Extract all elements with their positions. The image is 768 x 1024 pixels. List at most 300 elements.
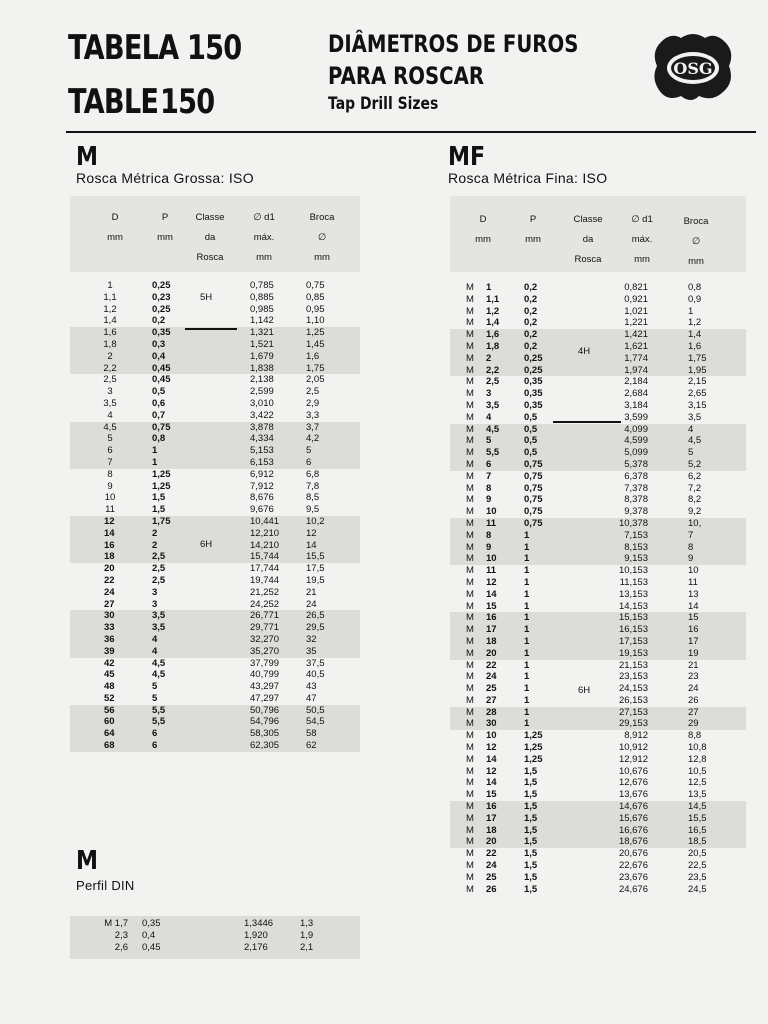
cell-m-prefix: M (466, 789, 474, 801)
cell-p: 1 (524, 671, 530, 683)
cell-broca: 27 (688, 706, 699, 718)
cell-d: 68 (104, 740, 115, 752)
table-row (70, 728, 360, 740)
table-row (450, 884, 746, 896)
cell-p: 0,3 (152, 338, 166, 350)
cell-p: 1 (524, 694, 530, 706)
cell-p: 6 (152, 728, 158, 740)
cell-broca: 1,6 (306, 350, 320, 362)
cell-d: 5 (107, 433, 113, 445)
cell-d: 2 (107, 350, 113, 362)
cell-d: 20 (104, 563, 115, 575)
cell-p: 1,75 (152, 515, 171, 527)
cell-m-prefix: M (466, 848, 474, 860)
cell-p: 1,5 (152, 504, 166, 516)
cell-d: 64 (104, 728, 115, 740)
cell-broca: 15,5 (688, 812, 707, 824)
table-row (450, 754, 746, 766)
cell-d1: 32,270 (250, 633, 280, 645)
cell-m-prefix: M (466, 364, 474, 376)
cell-d1: 15,153 (618, 612, 648, 624)
cell-p: 1,5 (524, 812, 538, 824)
cell-p: 0,35 (152, 327, 171, 339)
table-row (450, 801, 746, 813)
cell-m-prefix: M (466, 506, 474, 518)
cell-p: 0,45 (152, 362, 171, 374)
cell-broca: 1 (688, 305, 694, 317)
cell-broca: 2,05 (306, 374, 325, 386)
cell-broca: 26 (688, 694, 699, 706)
cell-d1: 23,153 (618, 671, 648, 683)
cell-p: 4 (152, 645, 158, 657)
table-row (70, 622, 360, 634)
table-row (450, 813, 746, 825)
cell-d1: 10,153 (618, 565, 648, 577)
cell-p: 1,5 (524, 860, 538, 872)
table-row (450, 825, 746, 837)
cell-d: 30 (104, 610, 115, 622)
cell-d: 27 (104, 598, 115, 610)
cell-d: 9 (486, 494, 492, 506)
cell-d: 14 (486, 588, 497, 600)
cell-broca: 11 (688, 576, 698, 588)
cell-d: 12 (486, 742, 497, 754)
title-english: Tap Drill Sizes (328, 94, 439, 114)
cell-p: 3 (152, 586, 158, 598)
cell-m-prefix: M (466, 494, 474, 506)
cell-m-prefix: M (466, 694, 474, 706)
table-row (450, 601, 746, 613)
cell-d1: 0,821 (624, 282, 648, 293)
table-row (70, 563, 360, 575)
cell-broca: 17,5 (306, 563, 325, 575)
cell-broca: 4,5 (688, 435, 702, 447)
cell-m-prefix: M (466, 553, 474, 565)
table-row (450, 589, 746, 601)
cell-broca: 50,5 (306, 704, 325, 716)
cell-p: 6 (152, 740, 158, 752)
cell-p: 1,5 (524, 836, 538, 848)
cell-d1: 1,774 (624, 352, 648, 364)
cell-d: 16 (486, 801, 497, 813)
cell-d: 52 (104, 692, 115, 704)
cell-d: 9 (486, 541, 492, 553)
table-row (450, 695, 746, 707)
cell-p: 0,25 (152, 280, 171, 291)
cell-d1: 12,912 (618, 753, 648, 765)
cell-d: 33 (104, 622, 115, 634)
table-row (450, 777, 746, 789)
table-row (450, 353, 746, 365)
table-row (70, 398, 360, 410)
cell-m-prefix: M (466, 824, 474, 836)
table-row (70, 492, 360, 504)
cell-d: 1,8 (486, 340, 500, 352)
cell-broca: 40,5 (306, 669, 325, 681)
mf-col-d: D mm (475, 214, 491, 245)
cell-p: 0,2 (524, 340, 538, 352)
cell-d: 2,5 (103, 374, 117, 386)
table-row (70, 363, 360, 375)
table-row (70, 528, 360, 540)
cell-d: 11 (486, 565, 497, 577)
m-class-5h: 5H (200, 292, 213, 303)
cell-d1: 12,676 (618, 777, 648, 789)
cell-m-prefix: M (466, 411, 474, 423)
cell-broca: 10,5 (688, 765, 707, 777)
table-row (450, 447, 746, 459)
table-row (70, 681, 360, 693)
cell-d: 20 (486, 836, 497, 848)
cell-m-prefix: M (466, 624, 474, 636)
cell-p: 2,5 (152, 551, 166, 563)
table-row (450, 789, 746, 801)
cell-p: 1,25 (524, 730, 543, 742)
cell-d: 1,6 (486, 329, 500, 341)
cell-d: 6 (107, 445, 113, 457)
cell-d1: 16,153 (618, 624, 648, 636)
cell-m-prefix: M (466, 836, 474, 848)
cell-broca: 1,75 (306, 362, 325, 374)
cell-p: 1 (524, 588, 530, 600)
cell-broca: 10, (688, 517, 702, 529)
cell-broca: 21 (306, 586, 317, 598)
cell-d1: 1,838 (250, 362, 274, 374)
cell-broca: 15 (688, 612, 699, 624)
table-row (70, 918, 360, 930)
cell-d: 1 (486, 282, 492, 293)
table-row (70, 304, 360, 316)
table-row (70, 469, 360, 481)
cell-d1: 3,184 (624, 399, 648, 411)
cell-m-prefix: M (466, 801, 474, 813)
cell-broca: 62 (306, 740, 317, 752)
cell-broca: 54,5 (306, 716, 325, 728)
cell-d: 25 (486, 683, 497, 695)
table-row (70, 433, 360, 445)
cell-m-prefix: M (466, 447, 474, 459)
cell-d1: 3,010 (250, 397, 274, 409)
mf-col-p: P mm (525, 214, 541, 245)
cell-d1: 9,153 (624, 553, 648, 565)
table-row (70, 292, 360, 304)
cell-p: 0,5 (152, 386, 166, 398)
cell-broca: 8 (688, 541, 694, 553)
cell-d: 5 (486, 435, 492, 447)
cell-broca: 3,3 (306, 409, 320, 421)
m-col-classe: Classe da Rosca (195, 212, 225, 263)
cell-broca: 10,2 (306, 515, 325, 527)
cell-broca: 19,5 (306, 574, 325, 586)
cell-d: 3 (107, 386, 113, 398)
table-row (70, 610, 360, 622)
cell-d: 24 (486, 860, 497, 872)
cell-d1: 21,252 (250, 586, 280, 598)
table-row (70, 481, 360, 493)
svg-text:OSG: OSG (673, 59, 713, 78)
cell-p: 0,75 (524, 517, 543, 529)
header-rule (66, 131, 756, 133)
cell-d: 18 (104, 551, 115, 563)
cell-broca: 1,10 (306, 315, 325, 327)
cell-m-prefix: M (466, 647, 474, 659)
cell-d1: 8,676 (250, 492, 274, 504)
cell-d1: 13,153 (618, 588, 648, 600)
cell-d: 1,2 (486, 305, 500, 317)
cell-m-prefix: M (466, 612, 474, 624)
cell-broca: 12,5 (688, 777, 707, 789)
cell-m-prefix: M (466, 541, 474, 553)
cell-p: 1,25 (152, 480, 171, 492)
cell-d1: 1,621 (624, 340, 648, 352)
cell-broca: 16 (688, 624, 699, 636)
cell-p: 0,25 (524, 352, 543, 364)
table-row (450, 683, 746, 695)
cell-d: 1,4 (486, 317, 500, 329)
cell-m-prefix: M (466, 482, 474, 494)
cell-broca: 37,5 (306, 657, 325, 669)
cell-d1: 23,676 (618, 871, 648, 883)
table-row (70, 716, 360, 728)
cell-d: 30 (486, 718, 497, 730)
cell-p: 0,2 (524, 282, 538, 293)
cell-broca: 26,5 (306, 610, 325, 622)
cell-broca: 23 (688, 671, 699, 683)
cell-d1: 17,744 (250, 563, 280, 575)
cell-p: 0,75 (524, 482, 543, 494)
cell-d: 5,5 (486, 447, 500, 459)
cell-d1: 6,378 (624, 470, 648, 482)
cell-m-prefix: M (466, 317, 474, 329)
cell-p: 1 (524, 683, 530, 695)
title-line-1: DIÂMETROS DE FUROS (328, 30, 579, 58)
cell-broca: 9,5 (306, 504, 320, 516)
table-row (450, 494, 746, 506)
cell-broca: 12 (306, 527, 317, 539)
cell-m-prefix: M (466, 576, 474, 588)
cell-d1: 14,676 (618, 801, 648, 813)
cell-d: 15 (486, 789, 497, 801)
table-row (70, 930, 360, 942)
cell-d: 39 (104, 645, 115, 657)
cell-d1: 10,441 (250, 515, 280, 527)
cell-d1: 24,252 (250, 598, 280, 610)
table-row (70, 693, 360, 705)
cell-p: 0,5 (524, 447, 538, 459)
cell-broca: 5,2 (688, 458, 702, 470)
table-row (70, 410, 360, 422)
cell-d1: 5,153 (250, 445, 274, 457)
cell-broca: 1,95 (688, 364, 707, 376)
cell-p: 5 (152, 681, 158, 693)
table-row (450, 424, 746, 436)
cell-m-prefix: M (466, 753, 474, 765)
cell-p: 1,5 (152, 492, 166, 504)
cell-d: 10 (486, 506, 497, 518)
cell-d1: 15,744 (250, 551, 280, 563)
cell-d: 48 (104, 681, 115, 693)
cell-d1: 11,153 (619, 576, 648, 588)
cell-d1: 2,684 (624, 388, 648, 400)
m-table-header (70, 196, 360, 272)
m-col-broca: Broca ∅ mm (309, 212, 335, 263)
table-row (450, 577, 746, 589)
cell-p: 0,75 (524, 470, 543, 482)
m-col-d1: ∅ d1 máx. mm (253, 212, 275, 263)
din-table-body (70, 916, 360, 959)
cell-p: 1,5 (524, 801, 538, 813)
cell-d: 4 (107, 409, 113, 421)
cell-d1: 5,099 (624, 447, 648, 459)
cell-p: 0,6 (152, 397, 166, 409)
cell-d: 2 (486, 352, 492, 364)
cell-d1: 6,153 (250, 456, 274, 468)
table-row (450, 471, 746, 483)
din-section-subtitle: Perfil DIN (76, 878, 135, 893)
cell-m-prefix: M (466, 671, 474, 683)
cell-broca: 0,95 (306, 303, 325, 315)
cell-broca: 18,5 (688, 836, 707, 848)
cell-d1: 19,744 (250, 574, 280, 586)
cell-d: 2,3 (114, 929, 128, 941)
cell-p: 4,5 (152, 657, 166, 669)
cell-broca: 9 (688, 553, 694, 565)
cell-d1: 29,771 (250, 622, 280, 634)
cell-d: 12 (104, 515, 115, 527)
table-row (450, 565, 746, 577)
cell-broca: 1,75 (688, 352, 707, 364)
cell-broca: 24 (306, 598, 317, 610)
cell-d: 8 (486, 529, 492, 541)
cell-p: 2,5 (152, 563, 166, 575)
cell-d: 4 (486, 411, 492, 423)
table-row (450, 329, 746, 341)
table-row (450, 766, 746, 778)
cell-broca: 29,5 (306, 622, 325, 634)
cell-d1: 4,334 (250, 433, 274, 445)
cell-p: 0,5 (524, 435, 538, 447)
mf-section-subtitle: Rosca Métrica Fina: ISO (448, 170, 608, 186)
table-row (450, 294, 746, 306)
cell-d: 6 (486, 458, 492, 470)
cell-m-prefix: M (466, 435, 474, 447)
cell-broca: 8,5 (306, 492, 320, 504)
cell-d: 16 (104, 539, 115, 551)
mf-table-header (450, 196, 746, 272)
cell-d1: 3,599 (624, 411, 648, 423)
cell-d: 27 (486, 694, 497, 706)
cell-d1: 0,785 (250, 280, 274, 291)
cell-m-prefix: M (466, 706, 474, 718)
cell-p: 0,5 (524, 423, 538, 435)
cell-broca: 6 (306, 456, 312, 468)
cell-d: 45 (104, 669, 115, 681)
cell-d: 1,2 (103, 303, 117, 315)
table-row (70, 374, 360, 386)
cell-d1: 8,378 (624, 494, 648, 506)
cell-broca: 29 (688, 718, 699, 730)
table-row (70, 658, 360, 670)
mf-col-broca: Broca ∅ mm (683, 216, 709, 267)
cell-d1: 1,920 (244, 929, 268, 941)
cell-p: 1 (524, 635, 530, 647)
table-row (70, 280, 360, 292)
cell-broca: 5 (688, 447, 694, 459)
cell-broca: 3,5 (688, 411, 702, 423)
table-row (450, 400, 746, 412)
cell-d1: 1,421 (624, 329, 648, 341)
cell-d: 2,2 (486, 364, 500, 376)
cell-p: 0,23 (152, 291, 171, 303)
cell-p: 1 (524, 706, 530, 718)
cell-d1: 40,799 (250, 669, 280, 681)
table-row (450, 282, 746, 294)
table-row (450, 518, 746, 530)
cell-d1: 12,210 (250, 527, 280, 539)
cell-d1: 9,676 (250, 504, 274, 516)
cell-p: 3 (152, 598, 158, 610)
cell-broca: 9,2 (688, 506, 702, 518)
cell-d1: 1,679 (250, 350, 274, 362)
cell-p: 0,25 (152, 303, 171, 315)
cell-d: 1,8 (103, 338, 117, 350)
cell-p: 1 (524, 541, 530, 553)
cell-d: 10 (486, 730, 497, 742)
table-row (70, 646, 360, 658)
cell-p: 0,35 (142, 918, 161, 929)
table-row (70, 504, 360, 516)
cell-d: 17 (486, 812, 497, 824)
cell-broca: 4,2 (306, 433, 320, 445)
cell-d1: 1,521 (250, 338, 274, 350)
cell-m-prefix: M (466, 388, 474, 400)
cell-d: 8 (486, 482, 492, 494)
table-row (450, 636, 746, 648)
cell-d: 14 (486, 777, 497, 789)
cell-p: 1,5 (524, 883, 538, 895)
cell-broca: 2,65 (688, 388, 707, 400)
cell-p: 1 (524, 612, 530, 624)
cell-d: 24 (486, 671, 497, 683)
cell-p: 5 (152, 692, 158, 704)
table-row (450, 435, 746, 447)
cell-m-prefix: M (466, 305, 474, 317)
cell-broca: 13,5 (688, 789, 707, 801)
cell-d: 1,4 (103, 315, 117, 327)
cell-m-prefix: M (466, 812, 474, 824)
table-row (450, 707, 746, 719)
table-row (450, 860, 746, 872)
cell-p: 2 (152, 527, 158, 539)
cell-broca: 0,75 (306, 280, 325, 291)
cell-d: 11 (486, 517, 497, 529)
cell-d1: 21,153 (618, 659, 648, 671)
cell-broca: 3,7 (306, 421, 320, 433)
cell-d: 16 (486, 612, 497, 624)
table-row (450, 376, 746, 388)
cell-broca: 1,45 (306, 338, 325, 350)
cell-d: 4,5 (486, 423, 500, 435)
cell-broca: 16,5 (688, 824, 707, 836)
cell-d1: 22,676 (618, 860, 648, 872)
cell-d: 18 (486, 635, 497, 647)
cell-m-prefix: M (466, 742, 474, 754)
cell-m-prefix: M (466, 423, 474, 435)
cell-p: 0,4 (142, 929, 156, 941)
cell-m-prefix: M (466, 777, 474, 789)
cell-p: 1 (524, 565, 530, 577)
table-row (450, 624, 746, 636)
